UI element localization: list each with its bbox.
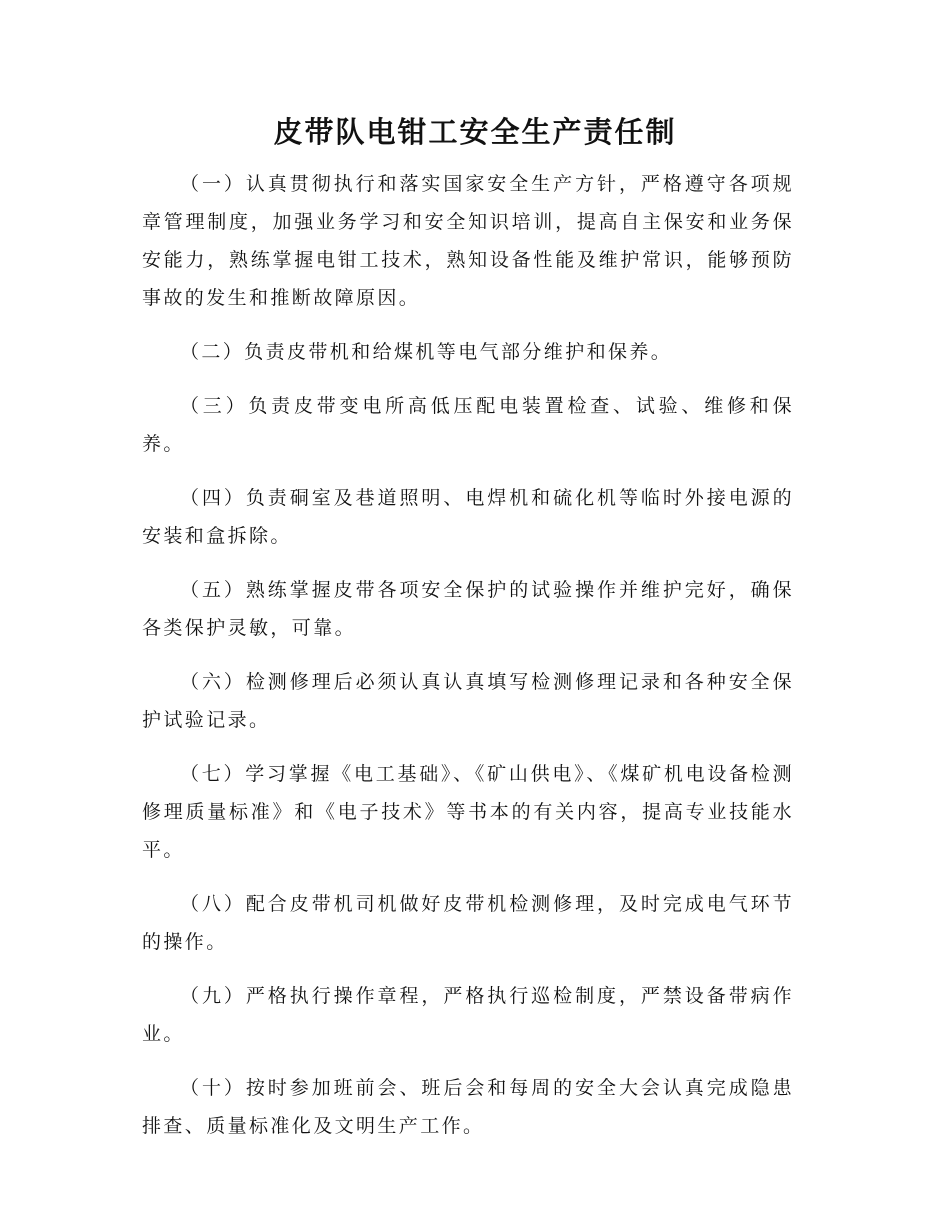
paragraph-4: （四）负责硐室及巷道照明、电焊机和硫化机等临时外接电源的安装和盒拆除。 [142, 487, 794, 547]
document-title: 皮带队电钳工安全生产责任制 [273, 115, 677, 149]
paragraph-5: （五）熟练掌握皮带各项安全保护的试验操作并维护完好，确保各类保护灵敏，可靠。 [142, 579, 794, 639]
document-body [142, 165, 794, 1161]
paragraph-2: （二）负责皮带机和给煤机等电气部分维护和保养。 [180, 341, 673, 363]
paragraph-1: （一）认真贯彻执行和落实国家安全生产方针，严格遵守各项规章管理制度，加强业务学习和安全知识培训，提高自主保安和业务保安能力，熟练掌握电钳工技术，熟知设备性能及维护常识，能够预防事故的发生和推断故障原因。 [142, 173, 794, 309]
paragraph-10: （十）按时参加班前会、班后会和每周的安全大会认真完成隐患排查、质量标准化及文明生产工作。 [142, 1077, 794, 1137]
paragraph-3: （三）负责皮带变电所高低压配电装置检查、试验、维修和保养。 [142, 395, 794, 455]
paragraph-9: （九）严格执行操作章程，严格执行巡检制度，严禁设备带病作业。 [142, 985, 794, 1045]
paragraph-8: （八）配合皮带机司机做好皮带机检测修理，及时完成电气环节的操作。 [142, 893, 794, 953]
paragraph-7: （七）学习掌握《电工基础》、《矿山供电》、《煤矿机电设备检测修理质量标准》和《电子技术》等书本的有关内容，提高专业技能水平。 [142, 763, 794, 861]
paragraph-6: （六）检测修理后必须认真认真填写检测修理记录和各种安全保护试验记录。 [142, 671, 794, 731]
